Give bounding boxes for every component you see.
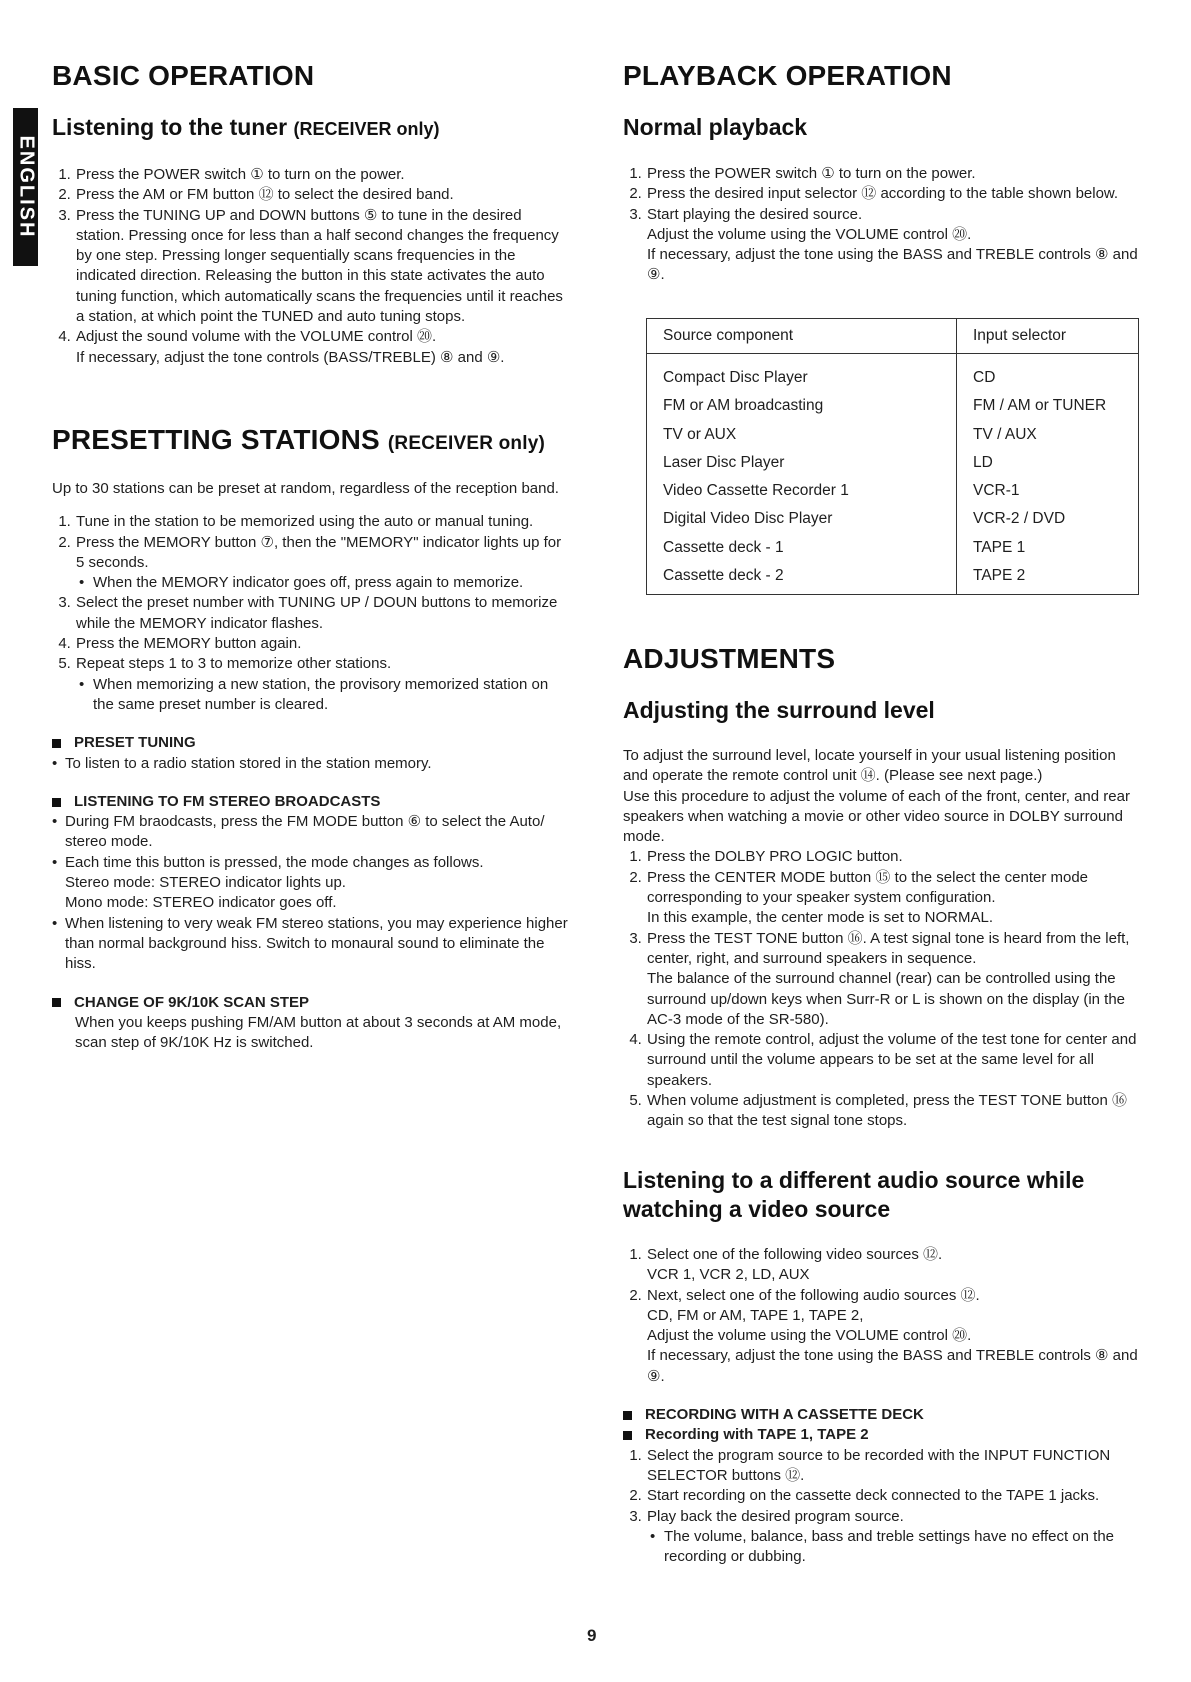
presetting-intro: Up to 30 stations can be preset at random, regardless of the reception band. (52, 480, 559, 497)
presetting-step: 1. Tune in the station to be memorized using the auto or manual tuning. (75, 512, 572, 532)
square-bullet-icon (623, 1411, 632, 1420)
scan-step-title: CHANGE OF 9K/10K SCAN STEP (74, 993, 310, 1011)
presetting-step (75, 533, 572, 594)
square-bullet-icon (623, 1431, 632, 1440)
table-cell-selector: TAPE 1 (973, 538, 1026, 556)
table-header-row (647, 319, 1139, 354)
different-source-steps (623, 1245, 1143, 1387)
presetting-step: 4. Press the MEMORY button again. (75, 634, 572, 654)
square-bullet-icon (52, 798, 61, 807)
table-cell-source: Cassette deck - 2 (663, 567, 784, 585)
presetting-step-notes (76, 675, 572, 716)
tuner-step-continued: If necessary, adjust the tone controls (BASS/TREBLE) ⑧ and ⑨. (76, 348, 505, 366)
fm-stereo-title: LISTENING TO FM STEREO BROADCASTS (74, 792, 381, 810)
square-bullet-icon (52, 998, 61, 1007)
fm-stereo-item (65, 853, 572, 914)
table-cell-selector: FM / AM or TUNER (973, 397, 1107, 415)
different-source-continued: Adjust the volume using the VOLUME control ⑳. (647, 1327, 972, 1345)
table-cell-source: Video Cassette Recorder 1 (663, 482, 849, 500)
preset-tuning-list (52, 754, 572, 774)
basic-operation-title: BASIC OPERATION (52, 60, 315, 91)
fm-stereo-item: • When listening to very weak FM stereo stations, you may experience higher than normal background hiss. Switch to monaural sound to eliminate the hiss. (65, 914, 572, 975)
surround-block (623, 746, 1143, 1132)
normal-playback-steps (623, 164, 1143, 286)
surround-step: 1. Press the DOLBY PRO LOGIC button. (646, 847, 1143, 867)
surround-step (646, 868, 1143, 929)
square-bullet-icon (52, 739, 61, 748)
tuner-heading (52, 114, 440, 141)
recording-subheading (623, 1425, 1143, 1445)
table-cell-source: FM or AM broadcasting (663, 397, 824, 415)
table-header-cell (647, 319, 957, 354)
page-number: 9 (587, 1626, 597, 1645)
presetting-step-text: Press the MEMORY button ⑦, then the "MEMORY" indicator lights up for 5 seconds. (76, 533, 562, 571)
surround-step (646, 929, 1143, 1030)
header-input-selector: Input selector (973, 327, 1067, 344)
stereo-mode-line: Stereo mode: STEREO indicator lights up. (65, 874, 346, 892)
scan-step-text: When you keeps pushing FM/AM button at about 3 seconds at AM mode, scan step of 9K/10K Hz is switched. (75, 1013, 562, 1052)
preset-tuning-heading (52, 733, 572, 753)
preset-tuning-item: • To listen to a radio station stored in the station memory. (65, 754, 572, 774)
table-cell-selector: VCR-2 / DVD (973, 510, 1066, 528)
recording-step: 2. Start recording on the cassette deck connected to the TAPE 1 jacks. (646, 1486, 1143, 1506)
recording-step (646, 1507, 1143, 1568)
recording-step-notes (647, 1527, 1143, 1568)
tuner-step (75, 327, 572, 368)
recording-step-text: Play back the desired program source. (647, 1507, 904, 1525)
table-cell-source: Compact Disc Player (663, 369, 808, 386)
surround-step: 5. When volume adjustment is completed, press the TEST TONE button ⑯ again so that the test signal tone stops. (646, 1091, 1143, 1132)
tuner-step-text: Adjust the sound volume with the VOLUME control ⑳. (76, 328, 437, 346)
table-cell-source: TV or AUX (663, 425, 737, 443)
preset-tuning-title: PRESET TUNING (74, 734, 196, 752)
different-source-block (623, 1245, 1143, 1567)
source-selector-table (646, 318, 1139, 595)
normal-playback-title: Normal playback (623, 114, 808, 140)
fm-stereo-item: • During FM braodcasts, press the FM MODE button ⑥ to select the Auto/ stereo mode. (65, 812, 572, 853)
recording-subtitle: Recording with TAPE 1, TAPE 2 (645, 1426, 869, 1444)
surround-level-title: Adjusting the surround level (623, 697, 935, 723)
selector-column (957, 354, 1139, 595)
different-source-continued: VCR 1, VCR 2, LD, AUX (647, 1266, 810, 1284)
presetting-note: • When memorizing a new station, the provisory memorized station on the same preset number is cleared. (92, 675, 572, 716)
table-cell-selector: TV / AUX (973, 425, 1037, 443)
surround-step-continued: The balance of the surround channel (rear) can be controlled using the surround up/down keys when Surr-R or L is shown on the display (in the AC-3 mode of the SR-580). (647, 970, 1126, 1028)
presetting-steps (52, 512, 572, 715)
recording-note: • The volume, balance, bass and treble settings have no effect on the recording or dubbing. (663, 1527, 1143, 1568)
table-cell-selector: CD (973, 369, 996, 386)
tuner-steps (52, 165, 572, 368)
presetting-heading (52, 424, 545, 456)
tuner-step: 2. Press the AM or FM button ⑫ to select the desired band. (75, 185, 572, 205)
header-source-component: Source component (663, 327, 794, 344)
different-source-title: Listening to a different audio source while watching a video source (623, 1167, 1085, 1222)
source-selector-table-wrap (646, 318, 1139, 595)
normal-playback-continued: If necessary, adjust the tone using the BASS and TREBLE controls ⑧ and ⑨. (647, 246, 1138, 284)
tuner-step: 3. Press the TUNING UP and DOWN buttons ⑤ to tune in the desired station. Pressing once for less than a half second changes the frequency by one step. Pressing longer sequentially scans frequencies in the indicated direction. Releasing the button in this state activates the auto tuning function, which automatically scans the frequencies until it reaches a station, at which point the TUNED and auto tuning stops. (75, 206, 572, 328)
language-tab-label: ENGLISH (15, 135, 37, 239)
normal-playback-step: 2. Press the desired input selector ⑫ according to the table shown below. (646, 184, 1143, 204)
different-source-step (646, 1286, 1143, 1387)
normal-playback-block (623, 164, 1143, 286)
different-source-step-text: Next, select one of the following audio sources ⑫. (647, 1286, 980, 1304)
tuner-step: 1. Press the POWER switch ① to turn on the power. (75, 165, 572, 185)
table-cell-selector: LD (973, 453, 993, 471)
fm-stereo-item-text: Each time this button is pressed, the mode changes as follows. (65, 853, 484, 871)
tuner-subtitle: (RECEIVER only) (293, 119, 440, 139)
presetting-step-text: Repeat steps 1 to 3 to memorize other stations. (76, 655, 392, 673)
presetting-step: 3. Select the preset number with TUNING UP / DOUN buttons to memorize while the MEMORY indicator flashes. (75, 593, 572, 634)
table-body-row (647, 354, 1139, 595)
tuner-steps-block (52, 165, 572, 368)
surround-steps (623, 847, 1143, 1131)
recording-heading (623, 1405, 1143, 1425)
table-cell-selector: TAPE 2 (973, 567, 1026, 585)
surround-step-text: Press the CENTER MODE button ⑮ to the select the center mode corresponding to your speaker system configuration. (647, 868, 1089, 907)
mono-mode-line: Mono mode: STEREO indicator goes off. (65, 894, 337, 912)
recording-steps (623, 1446, 1143, 1568)
table-cell-source: Digital Video Disc Player (663, 510, 833, 528)
tuner-title: Listening to the tuner (52, 114, 288, 140)
surround-step-text: Press the TEST TONE button ⑯. A test signal tone is heard from the left, center, right, and surround speakers in sequence. (647, 929, 1130, 967)
normal-playback-continued: Adjust the volume using the VOLUME control ⑳. (647, 225, 972, 243)
different-source-step (646, 1245, 1143, 1286)
source-column (647, 354, 957, 595)
table-cell-source: Laser Disc Player (663, 453, 785, 471)
scan-step-heading (52, 993, 572, 1013)
presetting-title: PRESETTING STATIONS (52, 424, 380, 455)
fm-stereo-list (52, 812, 572, 974)
recording-step: 1. Select the program source to be recorded with the INPUT FUNCTION SELECTOR buttons ⑫. (646, 1446, 1143, 1487)
presetting-step-notes (76, 573, 572, 593)
presetting-note: • When the MEMORY indicator goes off, press again to memorize. (92, 573, 572, 593)
playback-operation-title: PLAYBACK OPERATION (623, 60, 952, 91)
surround-step: 4. Using the remote control, adjust the volume of the test tone for center and surround until the volume appears to be set at the same level for all speakers. (646, 1030, 1143, 1091)
different-source-continued: If necessary, adjust the tone using the BASS and TREBLE controls ⑧ and ⑨. (647, 1347, 1138, 1385)
table-cell-selector: VCR-1 (973, 482, 1020, 500)
presetting-block (52, 479, 572, 1053)
fm-stereo-heading (52, 792, 572, 812)
normal-playback-step-text: Start playing the desired source. (647, 205, 863, 223)
normal-playback-step: 1. Press the POWER switch ① to turn on the power. (646, 164, 1143, 184)
presetting-step (75, 654, 572, 715)
presetting-subtitle: (RECEIVER only) (387, 433, 546, 454)
table-header-cell (957, 319, 1139, 354)
language-tab (13, 108, 38, 266)
adjustments-title: ADJUSTMENTS (623, 643, 836, 674)
surround-intro: Use this procedure to adjust the volume of each of the front, center, and rear speakers when watching a movie or other video source in DOLBY surround mode. (623, 787, 1130, 846)
recording-title: RECORDING WITH A CASSETTE DECK (645, 1406, 924, 1424)
different-source-continued: CD, FM or AM, TAPE 1, TAPE 2, (647, 1306, 864, 1324)
surround-intro: To adjust the surround level, locate yourself in your usual listening position and operate the remote control unit ⑭. (Please see next page.) (623, 747, 1116, 785)
normal-playback-step (646, 205, 1143, 286)
table-cell-source: Cassette deck - 1 (663, 538, 784, 556)
surround-step-continued: In this example, the center mode is set to NORMAL. (647, 909, 993, 927)
different-source-step-text: Select one of the following video sources ⑫. (647, 1246, 943, 1263)
